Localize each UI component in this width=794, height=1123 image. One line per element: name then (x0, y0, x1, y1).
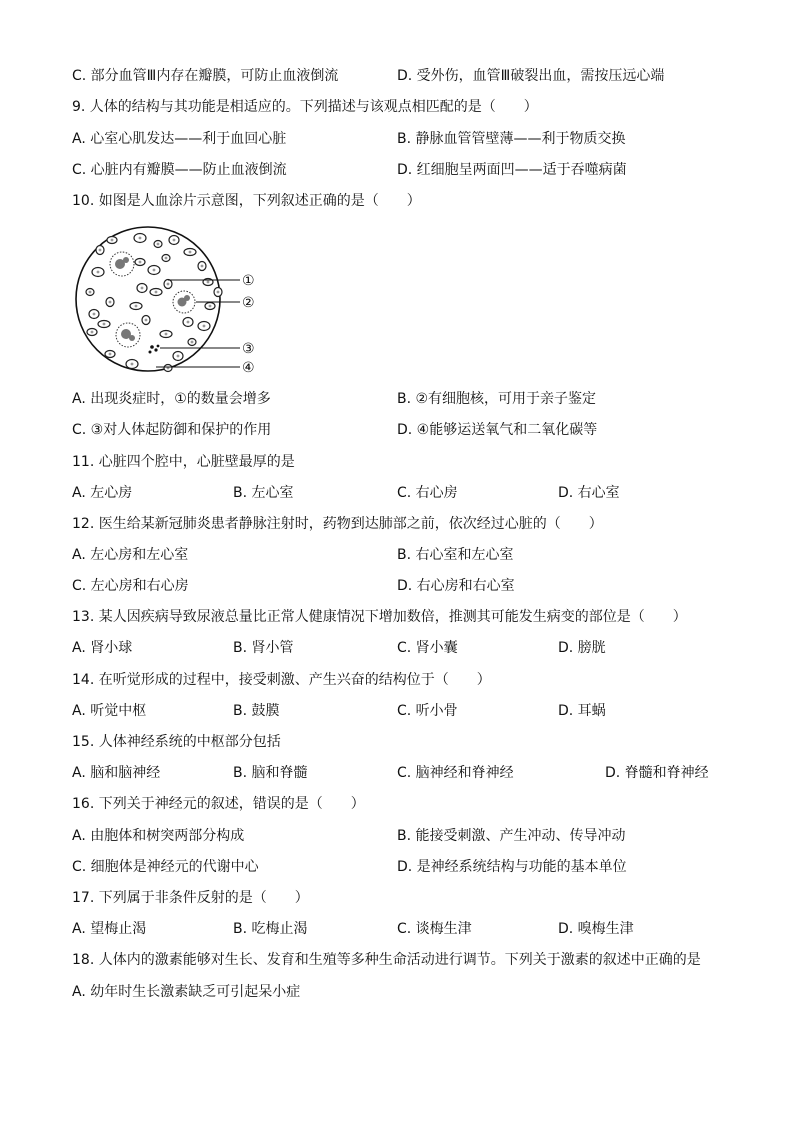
red-blood-cell-center (103, 323, 106, 326)
q17-option-a: A. 望梅止渴 (72, 921, 147, 937)
q10-option-d: D. ④能够运送氧气和二氧化碳等 (397, 422, 598, 438)
q9-option-a: A. 心室心肌发达——利于血回心脏 (72, 131, 287, 147)
q16-option-a: A. 由胞体和树突两部分构成 (72, 828, 245, 844)
red-blood-cell-center (165, 257, 168, 260)
q9-option-d: D. 红细胞呈两面凹——适于吞噬病菌 (397, 162, 627, 178)
q13-option-a: A. 肾小球 (72, 640, 133, 656)
q17-option-d: D. 嗅梅生津 (558, 921, 634, 937)
q15-option-c: C. 脑神经和脊神经 (397, 765, 514, 781)
q11-stem: 11. 心脏四个腔中，心脏壁最厚的是 (72, 454, 295, 470)
red-blood-cell-center (207, 281, 210, 284)
q15-option-b: B. 脑和脊髓 (233, 765, 308, 781)
red-blood-cell-center (111, 239, 114, 242)
q14-option-b: B. 鼓膜 (233, 703, 280, 719)
red-blood-cell-center (145, 319, 148, 322)
q14-option-a: A. 听觉中枢 (72, 703, 147, 719)
q16-stem: 16. 下列关于神经元的叙述，错误的是（ ） (72, 796, 365, 812)
red-blood-cell-center (141, 287, 144, 290)
q10-option-b: B. ②有细胞核，可用于亲子鉴定 (397, 391, 597, 407)
q11-option-b: B. 左心室 (233, 485, 294, 501)
q10-option-a: A. 出现炎症时，①的数量会增多 (72, 391, 271, 407)
red-blood-cell-center (97, 271, 100, 274)
red-blood-cell-center (189, 251, 192, 254)
blood-smear-figure (70, 222, 270, 382)
q12-option-b: B. 右心室和左心室 (397, 547, 514, 563)
q13-option-d: D. 膀胱 (558, 640, 606, 656)
red-blood-cell-center (135, 305, 138, 308)
red-blood-cell-center (203, 325, 206, 328)
white-blood-cell-2 (173, 291, 195, 313)
q13-option-c: C. 肾小囊 (397, 640, 458, 656)
red-blood-cell-center (177, 355, 180, 358)
red-blood-cell-center (167, 283, 170, 286)
q12-option-c: C. 左心房和右心房 (72, 578, 189, 594)
q9-option-c: C. 心脏内有瓣膜——防止血液倒流 (72, 162, 287, 178)
red-blood-cell-center (139, 261, 142, 264)
q17-option-c: C. 谈梅生津 (397, 921, 472, 937)
q15-option-d: D. 脊髓和脊神经 (605, 765, 709, 781)
red-blood-cell-center (91, 331, 94, 334)
red-blood-cell-center (109, 301, 112, 304)
q16-option-b: B. 能接受刺激、产生冲动、传导冲动 (397, 828, 626, 844)
red-blood-cell-center (191, 341, 194, 344)
q16-option-c: C. 细胞体是神经元的代谢中心 (72, 859, 259, 875)
q11-option-d: D. 右心室 (558, 485, 620, 501)
figure-label-1: ① (242, 273, 255, 289)
q17-stem: 17. 下列属于非条件反射的是（ ） (72, 890, 309, 906)
q13-option-b: B. 肾小管 (233, 640, 294, 656)
red-blood-cell-center (99, 249, 102, 252)
red-blood-cell-center (173, 239, 176, 242)
q15-option-a: A. 脑和脑神经 (72, 765, 161, 781)
q9-stem: 9. 人体的结构与其功能是相适应的。下列描述与该观点相匹配的是（ ） (72, 99, 538, 115)
q12-stem: 12. 医生给某新冠肺炎患者静脉注射时，药物到达肺部之前，依次经过心脏的（ ） (72, 516, 603, 532)
q13-stem: 13. 某人因疾病导致尿液总量比正常人健康情况下增加数倍，推测其可能发生病变的部位是（ ） (72, 609, 687, 625)
q10-option-c: C. ③对人体起防御和保护的作用 (72, 422, 272, 438)
red-blood-cell-center (157, 243, 160, 246)
label-leader-lines (156, 280, 240, 367)
red-blood-cell-center (93, 313, 96, 316)
q15-stem: 15. 人体神经系统的中枢部分包括 (72, 734, 281, 750)
q12-option-a: A. 左心房和左心室 (72, 547, 189, 563)
q14-option-d: D. 耳蜗 (558, 703, 606, 719)
q12-option-d: D. 右心房和右心室 (397, 578, 515, 594)
white-blood-cell-1 (110, 252, 134, 276)
figure-label-4: ④ (242, 360, 255, 376)
blood-smear-diagram (70, 222, 270, 382)
q18-option-a: A. 幼年时生长激素缺乏可引起呆小症 (72, 984, 301, 1000)
red-blood-cell-center (89, 291, 92, 294)
figure-label-3: ③ (242, 341, 255, 357)
q14-stem: 14. 在听觉形成的过程中，接受刺激、产生兴奋的结构位于（ ） (72, 672, 491, 688)
q9-option-b: B. 静脉血管管壁薄——利于物质交换 (397, 131, 626, 147)
q14-option-c: C. 听小骨 (397, 703, 458, 719)
red-blood-cell-center (187, 321, 190, 324)
red-blood-cell-center (155, 291, 158, 294)
red-blood-cell-center (201, 265, 204, 268)
q16-option-d: D. 是神经系统结构与功能的基本单位 (397, 859, 627, 875)
q11-option-a: A. 左心房 (72, 485, 133, 501)
q11-option-c: C. 右心房 (397, 485, 458, 501)
red-blood-cell-center (153, 269, 156, 272)
platelets (149, 345, 160, 354)
q8-option-c: C. 部分血管Ⅲ内存在瓣膜，可防止血液倒流 (72, 68, 339, 84)
q17-option-b: B. 吃梅止渴 (233, 921, 308, 937)
red-blood-cell-center (209, 305, 212, 308)
figure-label-2: ② (242, 295, 255, 311)
q8-option-d: D. 受外伤，血管Ⅲ破裂出血，需按压远心端 (397, 68, 665, 84)
red-blood-cell-center (109, 353, 112, 356)
red-blood-cell-center (139, 237, 142, 240)
white-blood-cell-3 (116, 323, 140, 347)
red-blood-cell-center (131, 363, 134, 366)
q18-stem: 18. 人体内的激素能够对生长、发育和生殖等多种生命活动进行调节。下列关于激素的叙述中正确的是 (72, 952, 701, 968)
red-blood-cell-center (165, 333, 168, 336)
red-blood-cell-center (217, 291, 220, 294)
q10-stem: 10. 如图是人血涂片示意图，下列叙述正确的是（ ） (72, 193, 421, 209)
